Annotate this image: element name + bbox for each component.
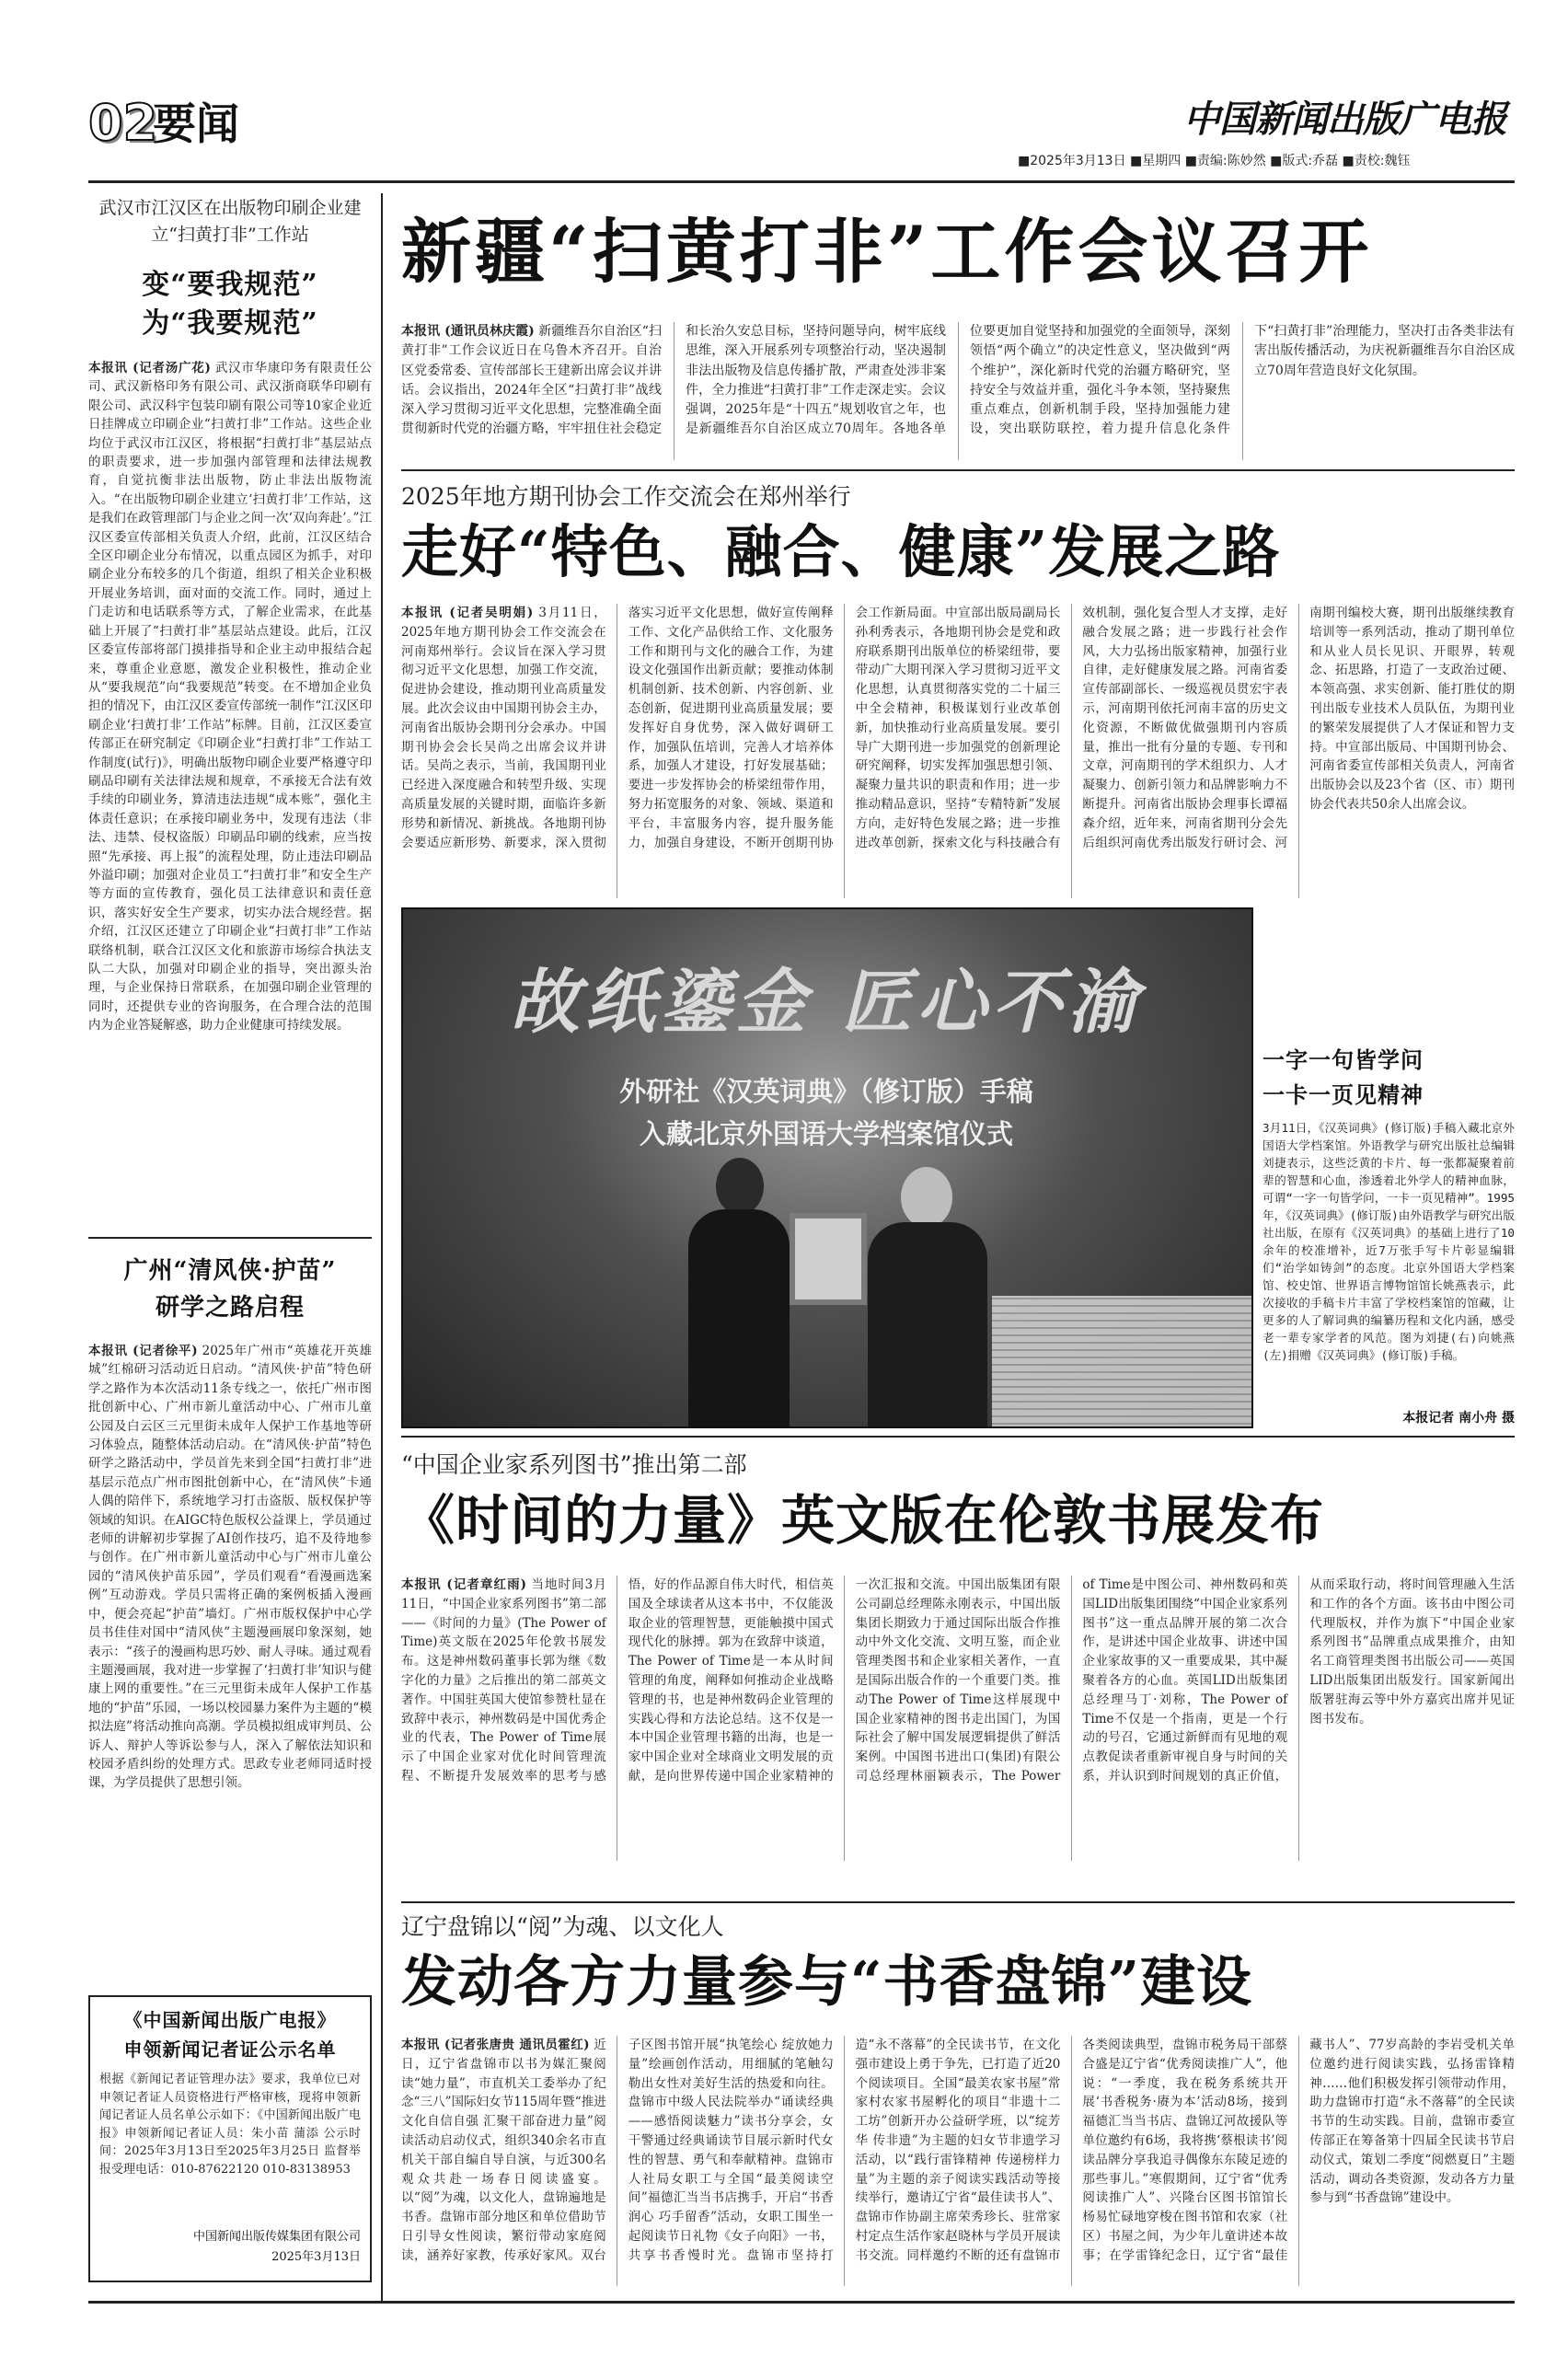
- henan-article-body: [401, 604, 1515, 898]
- photo-calligraphy: 故纸鎏金 匠心不渝: [509, 961, 1144, 1043]
- framed-manuscript: [790, 1213, 867, 1305]
- photo-credit: 本报记者 南小舟 摄: [1402, 1411, 1515, 1426]
- guangzhou-article-body: [88, 1342, 372, 1979]
- masthead-rule: [88, 180, 1515, 183]
- section-title: 要闻: [153, 99, 239, 150]
- rule-xinjiang: [401, 469, 1515, 471]
- henan-headline: 走好“特色、融合、健康”发展之路: [401, 518, 1281, 585]
- page-number: 02: [88, 94, 158, 152]
- issue-info: ■2025年3月13日 ■星期四 ■责编:陈妙然 ■版式:乔磊 ■责校:魏钰: [1018, 154, 1411, 168]
- london-body-text: 当地时间3月11日，“中国企业家系列图书”第二部——《时间的力量》(The Power of Time)英文版在2025年伦敦书展发布。这是神州数码董事长郭为继《数字化的力量》之后推出的第二部英文著作。中国驻英国大使馆参赞杜显在致辞中表示，神州数码是中国优秀企业的代表，The Power of Time展示了中国企业家对优化时间管理流程、不断提升发展效率的思考与感悟，好的作品源自伟大时代，相信英国及全球读者从这本书中，不仅能汲取企业的管理智慧，更能触摸中国式现代化的脉搏。郭为在致辞中谈道，The Power of Time是一本从时间管理的角度，阐释如何推动企业战略管理的书，也是神州数码企业管理的实践心得和方法论总结。这不仅是一本中国企业管理书籍的出海，也是一家中国企业对全球商业文明发展的贡献，是向世界传递中国企业家精神的一次汇报和交流。中国出版集团有限公司副总经理陈永刚表示，中国出版集团长期致力于通过国际出版合作推动中外文化交流、文明互鉴，而企业管理类图书和企业家相关著作，一直是国际出版合作的一个重要门类。推动The Power of Time这样展现中国企业家精神的图书走出国门，为国际社会了解中国发展逻辑提供了鲜活案例。中国图书进出口(集团)有限公司总经理林丽颖表示，The Power of Time是中图公司、神州数码和英国LID出版集团围绕“中国企业家系列图书”这一重点品牌开展的第二次合作，是讲述中国企业故事、讲述中国企业家故事的又一重要成果，其中凝聚着各方的心血。英国LID出版集团总经理马丁·刘称，The Power of Time不仅是一个指南，更是一个行动的号召，它通过新鲜而有见地的观点教促读者重新审视自身与时间的关系，并认识到时间规划的真正价值，从而采取行动，将时间管理融入生活和工作的各个方面。该书由中图公司代理版权，并作为旗下“中国企业家系列图书”品牌重点成果推介，由知名工商管理类图书出版公司——英国LID出版集团出版发行。国家新闻出版署驻海云等中外方嘉宾出席并见证图书发布。: [401, 1577, 1515, 1784]
- photo-caption-body: 3月11日，《汉英词典》(修订版)手稿入藏北京外国语大学档案馆。外语教学与研究出版社总编辑刘捷表示，这些泛黄的卡片、每一张都凝聚着前辈的智慧和心血，渗透着北外学人的精神血脉，可谓“一字一句皆学问，一卡一页见精神”。1995年，《汉英词典》(修订版)由外语教学与研究出版社出版，在原有《汉英词典》的基础上进行了10余年的校准增补，近7万张手写卡片彰显编辑们“治学如铸剑”的态度。北京外国语大学档案馆、校史馆、世界语言博物馆馆长姚燕表示，此次接收的手稿卡片丰富了学校档案馆的馆藏，让更多的人了解词典的编纂历程和文化内涵，感受老一辈专家学者的风范。图为刘捷(右)向姚燕(左)捐赠《汉英词典》(修订版)手稿。: [1262, 1121, 1515, 1362]
- notice-issuer: 中国新闻出版传媒集团有限公司: [192, 2230, 361, 2244]
- photo-caption-title-line2: 一卡一页见精神: [1262, 1081, 1424, 1108]
- column-divider: [381, 193, 383, 2301]
- guangzhou-byline: 本报讯 (记者徐平): [88, 1344, 198, 1358]
- notice-title-line2: 申领新闻记者证公示名单: [123, 2038, 337, 2061]
- ceremony-photo: [401, 907, 1253, 1428]
- panjin-headline: 发动各方力量参与“书香盘锦”建设: [401, 1950, 1253, 2015]
- london-article-body: [401, 1576, 1515, 1861]
- henan-body-text: 3月11日，2025年地方期刊协会工作交流会在河南郑州举行。会议旨在深入学习贯彻习近平文化思想，加强工作交流，促进协会建设，推动期刊业高质量发展。此次会议由中国期刊协会主办，河南省出版协会期刊分会承办。中国期刊协会会长吴尚之出席会议并讲话。吴尚之表示，当前，我国期刊业已经进入深度融合和转型升级、实现高质量发展的关键时期，面临许多新形势和新情况、新挑战。各地期刊协会要适应新形势、新要求，深入贯彻落实习近平文化思想，做好宣传阐释工作、文化产品供给工作、文化服务工作和期刊与文化的融合工作，为建设文化强国作出新贡献；要推动体制机制创新、技术创新、内容创新、业态创新，促进期刊业高质量发展；要发挥好自身优势，深入做好调研工作，加强队伍培训，完善人才培养体系，加强人才建设，打好发展基础；要进一步发挥协会的桥梁纽带作用，努力拓宽服务的对象、领域、渠道和平台，丰富服务内容，提升服务能力，加强自身建设，不断开创期刊协会工作新局面。中宣部出版局副局长孙利秀表示，各地期刊协会是党和政府联系期刊出版单位的桥梁纽带，要带动广大期刊深入学习贯彻习近平文化思想，认真贯彻落实党的二十届三中全会精神，积极谋划行业改革创新，加快推动行业高质量发展。要引导广大期刊进一步加强党的创新理论研究阐释，切实发挥加强思想引领、凝聚力量共识的职责和作用；进一步推动精品意识，坚持“专精特新”发展方向，走好特色发展之路；进一步推进改革创新，探索文化与科技融合有效机制，强化复合型人才支撑，走好融合发展之路；进一步践行社会作风，大力弘扬出版家精神，加强行业自律，走好健康发展之路。河南省委宣传部副部长、一级巡视员贯宏宇表示，河南期刊依托河南丰富的历史文化资源，不断做优做强期刊内容质量，推出一批有分量的专题、专刊和文章，河南期刊的学术组织力、人才凝聚力、创新引领力和品牌影响力不断提升。河南省出版协会理事长谭福森介绍，近年来，河南省期刊分会先后组织河南优秀出版发行研讨会、河南期刊编校大赛，期刊出版继续教育培训等一系列活动，推动了期刊单位和从业人员长见识、开眼界，转观念、拓思路，打造了一支政治过硬、本领高强、求实创新、能打胜仗的期刊出版专业技术人员队伍，为期刊业的繁荣发展提供了人才保证和智力支持。中宣部出版局、中国期刊协会、河南省委宣传部相关负责人，河南省出版协会以及23个省（区、市）期刊协会代表共50余人出席会议。: [401, 606, 1515, 850]
- london-headline: 《时间的力量》英文版在伦敦书展发布: [401, 1489, 1325, 1552]
- bottom-rule: [88, 2301, 1515, 2304]
- wuhan-kicker: 武汉市江汉区在出版物印刷企业建立“扫黄打非”工作站: [98, 198, 362, 245]
- notice-title-line1: 《中国新闻出版广电报》: [123, 2009, 337, 2031]
- panjin-body-text: 近日，辽宁省盘锦市以书为媒汇聚阅读“她力量”，市直机关工委举办了纪念“三八”国际妇女节115周年暨“推进文化自信自强 汇聚干部奋进力量”阅读活动启动仪式，组织340余名市直机关干部自编自导自演，与近300名观众共赴一场春日阅读盛宴。以“阅”为魂，以文化人，盘锦遍地是书香。盘锦市部分地区和单位借助节日引导女性阅读，繁衍带动家庭阅读，涵养好家教，传承好家风。双台子区图书馆开展“执笔绘心 绽放她力量”绘画创作活动，用细腻的笔触勾勒出女性对美好生活的热爱和向往。盘锦市中级人民法院举办“诵读经典——感悟阅读魅力”读书分享会，女干警通过经典诵读节目展示新时代女性的智慧、勇气和奉献精神。盘锦市人社局女职工与全国“最美阅读空间”福德汇当当书店携手，开启“书香润心 巧手留香”活动，女职工围坐一起阅读节日礼物《女子向阳》一书，共享书香慢时光。盘锦市坚持打造“永不落幕”的全民读书节，在文化强市建设上勇于争先，已打造了近20个阅读项目。全国“最美农家书屋”常家村农家书屋孵化的项目“非遗十二工坊”创新开办公益研学班，以“绽芳华 传非遗”为主题的妇女节非遗学习活动，以“践行雷锋精神 传递榜样力量”为主题的亲子阅读实践活动等接续举行，邀请辽宁省“最佳读书人”、盘锦市作协副主席荣秀珍长、驻常家村定点生活作家赵晓林与学员开展读书交流。同样邀约不断的还有盘锦市各类阅读典型，盘锦市税务局干部蔡合盛是辽宁省“优秀阅读推广人”，他说：“一季度，我在税务系统共开展‘书香税务·赓为本’活动8场，接到福德汇当当书店、盘锦辽河故援队等单位邀约有6场，我将携‘蔡根读书’阅读品牌分享我追寻偶像东东陵足迹的那些事儿。”寒假期间，辽宁省“优秀阅读推广人”、兴隆台区图书馆馆长杨易忙碌地穿梭在图书馆和农家（社区）书屋之间，为少年儿童讲述本故事；在学雷锋纪念日，辽宁省“最佳藏书人”、77岁高龄的李岩受机关单位邀约进行阅读实践，弘扬雷锋精神……他们积极发挥引领带动作用，助力盘锦市打造“永不落幕”的全民读书节的生动实践。目前，盘锦市委宣传部正在筹备第十四届全民读书节启动仪式，策划二季度“阅燃夏日”主题活动，调动各类资源，发动各方力量参与到“书香盘锦”建设中。: [401, 2038, 1515, 2263]
- wuhan-title-line2: 为“我要规范”: [142, 307, 318, 340]
- paper-name: 中国新闻出版广电报: [1183, 98, 1506, 141]
- xinjiang-article-body: [401, 322, 1515, 460]
- panjin-kicker: 辽宁盘锦以“阅”为魂、以文化人: [401, 1913, 724, 1940]
- photo-banner-line1: 外研社《汉英词典》（修订版）手稿: [619, 1076, 1033, 1107]
- left-rule-1: [88, 1237, 372, 1239]
- person-right: [868, 1167, 987, 1428]
- henan-kicker: 2025年地方期刊协会工作交流会在郑州举行: [401, 483, 851, 510]
- photo-caption-title-line1: 一字一句皆学问: [1262, 1046, 1424, 1073]
- photo-banner-line2: 入藏北京外国语大学档案馆仪式: [639, 1118, 1013, 1149]
- panjin-byline: 本报讯 (记者张唐贵 通讯员霍红): [401, 2038, 590, 2052]
- xinjiang-byline: 本报讯 (通讯员林庆霞): [401, 324, 535, 339]
- xinjiang-headline: 新疆“扫黄打非”工作会议召开: [401, 211, 1373, 293]
- henan-byline: 本报讯 (记者吴明娟): [401, 606, 534, 620]
- guangzhou-title-line1: 广州“清风侠·护苗”: [123, 1257, 337, 1285]
- person-left: [688, 1158, 790, 1428]
- london-byline: 本报讯 (记者章红雨): [401, 1577, 527, 1592]
- manuscript-card-stacks: [992, 1296, 1253, 1428]
- panjin-article-body: [401, 2036, 1515, 2286]
- xinjiang-body-text: 新疆维吾尔自治区“扫黄打非”工作会议近日在乌鲁木齐召开。自治区党委常委、宣传部部长王建新出席会议并讲话。会议指出，2024年全区“扫黄打非”战线深入学习贯彻习近平文化思想，完整准确全面贯彻新时代党的治疆方略，牢牢扭住社会稳定和长治久安总目标，坚持问题导向，树牢底线思维，深入开展系列专项整治行动，坚决遏制非法出版物及信息传播扩散，严肃查处涉非案件，全力推进“扫黄打非”工作走深走实。会议强调，2025年是“十四五”规划收官之年，也是新疆维吾尔自治区成立70周年。各地各单位要更加自觉坚持和加强党的全面领导，深刻领悟“两个确立”的决定性意义，坚决做到“两个维护”，深化新时代党的治疆方略研究，坚持安全与效益并重，强化斗争本领，坚持聚焦重点难点，创新机制手段，坚持加强能力建设，突出联防联控，着力提升信息化条件下“扫黄打非”治理能力，坚决打击各类非法有害出版传播活动，为庆祝新疆维吾尔自治区成立70周年营造良好文化氛围。: [401, 324, 1515, 437]
- wuhan-title-line1: 变“要我规范”: [142, 269, 318, 301]
- wuhan-article-body: [88, 359, 372, 1231]
- london-kicker: “中国企业家系列图书”推出第二部: [401, 1451, 747, 1478]
- notice-date: 2025年3月13日: [271, 2250, 361, 2264]
- guangzhou-body-text: 2025年广州市“英雄花开英雄城”红棉研习活动近日启动。“清风侠·护苗”特色研学之路作为本次活动11条专线之一，依托广州市图批创新中心、广州市新儿童活动中心、广州市儿童公园及白云区三元里街未成年人保护工作基地等研习体验点，随整体活动启动。在“清风侠·护苗”特色研学之路活动中，学员首先来到全国“扫黄打非”进基层示范点广州市图批创新中心，在“清风侠”卡通人偶的陪伴下，系统地学习打击盗版、版权保护等领域的知识。在AIGC特色版权公益课上，学员通过老师的讲解初步掌握了AI创作技巧，追不及待地参与创作。在广州市新儿童活动中心与广州市儿童公园的“清风侠护苗乐园”，学员们观看“看漫画选案例”互动游戏。学员只需将正确的案例板插入漫画中，便会亮起“护苗”墙灯。广州市版权保护中心学员书佳佳对国中“清风侠”主题漫画展印象深刻，她表示：“孩子的漫画构思巧妙、耐人寻味。通过观看主题漫画展，我对进一步掌握了‘扫黄打非’知识与健康上网的重要性。”在三元里街未成年人保护工作基地的“护苗”乐园，一场以校园暴力案件为主题的“模拟法庭”将活动推向高潮。学员模拟组成审判员、公诉人、辩护人等诉讼参与人，深入了解依法知识和校园矛盾纠纷的处理方式。思政专业老师同适时授课，为学员提供了思想引领。: [88, 1344, 372, 1791]
- rule-photo: [401, 1436, 1515, 1438]
- guangzhou-title-line2: 研学之路启程: [155, 1294, 305, 1322]
- rule-london: [401, 1901, 1515, 1903]
- wuhan-byline: 本报讯 (记者汤广花): [88, 361, 211, 375]
- notice-body: 根据《新闻记者证管理办法》要求，我单位已对申领记者证人员资格进行严格审核，现将申领新闻记者证人员名单公示如下：《中国新闻出版广电报》申领新闻记者证人员：朱小苗 蒲添 公示时间：2025年3月13日至2025年3月25日 监督举报受理电话：010-87622120 010-83138953: [99, 2073, 361, 2177]
- wuhan-body-text: 武汉市华康印务有限责任公司、武汉新格印务有限公司、武汉浙商联华印刷有限公司、武汉科宇包装印刷有限公司等10家企业近日挂牌成立印刷企业“扫黄打非”工作站。这些企业均位于武汉市江汉区，将根据“扫黄打非”基层站点的职责要求，进一步加强内部管理和法律法规教育，自觉抗衡非法出版物，防止非法出版物流入。“在出版物印刷企业建立‘扫黄打非’工作站，这是我们在政管理部门与企业之间一次‘双向奔赴’。”江汉区委宣传部相关负责人介绍，此前，江汉区结合全区印刷企业分布情况，以重点园区为抓手，对印刷企业分布较多的几个街道，组织了相关企业积极开展业务培训，面对面的交流工作。同时，通过上门走访和电话联系等方式，了解企业需求，在此基础上开展了“扫黄打非”基层站点建设。此后，江汉区委宣传部将部门摸排指导和企业主动申报结合起来，尊重企业意愿，激发企业积极性，推动企业从“要我规范”向“我要规范”转变。在不增加企业负担的情况下，由江汉区委宣传部统一制作“江汉区印刷企业‘扫黄打非’工作站”标牌。目前，江汉区委宣传部正在研究制定《印刷企业“扫黄打非”工作站工作制度(试行)》，明确出版物印刷企业要严格遵守印刷品印刷有关法律法规和规章，不承接无合法有效手续的印刷业务，算清违法违规“成本账”，强化主体责任意识；在承接印刷业务中，发现有违法（非法、违禁、侵权盗版）印刷品印刷的线索，应当按照“先承接、再上报”的流程处理，防止违法印刷品外溢印刷；加强对企业员工“扫黄打非”和安全生产等方面的宣传教育，强化员工法律意识和责任意识，落实好安全生产要求，切实办法合规经营。据介绍，江汉区还建立了印刷企业“扫黄打非”工作站联络机制，联合江汉区文化和旅游市场综合执法支队二大队，加强对印刷企业的指导，突出源头治理，与企业保持日常联系，在加强印刷企业管理的同时，还提供专业的咨询服务，在合理合法的范围内为企业答疑解惑，助力企业健康可持续发展。: [88, 361, 372, 1034]
